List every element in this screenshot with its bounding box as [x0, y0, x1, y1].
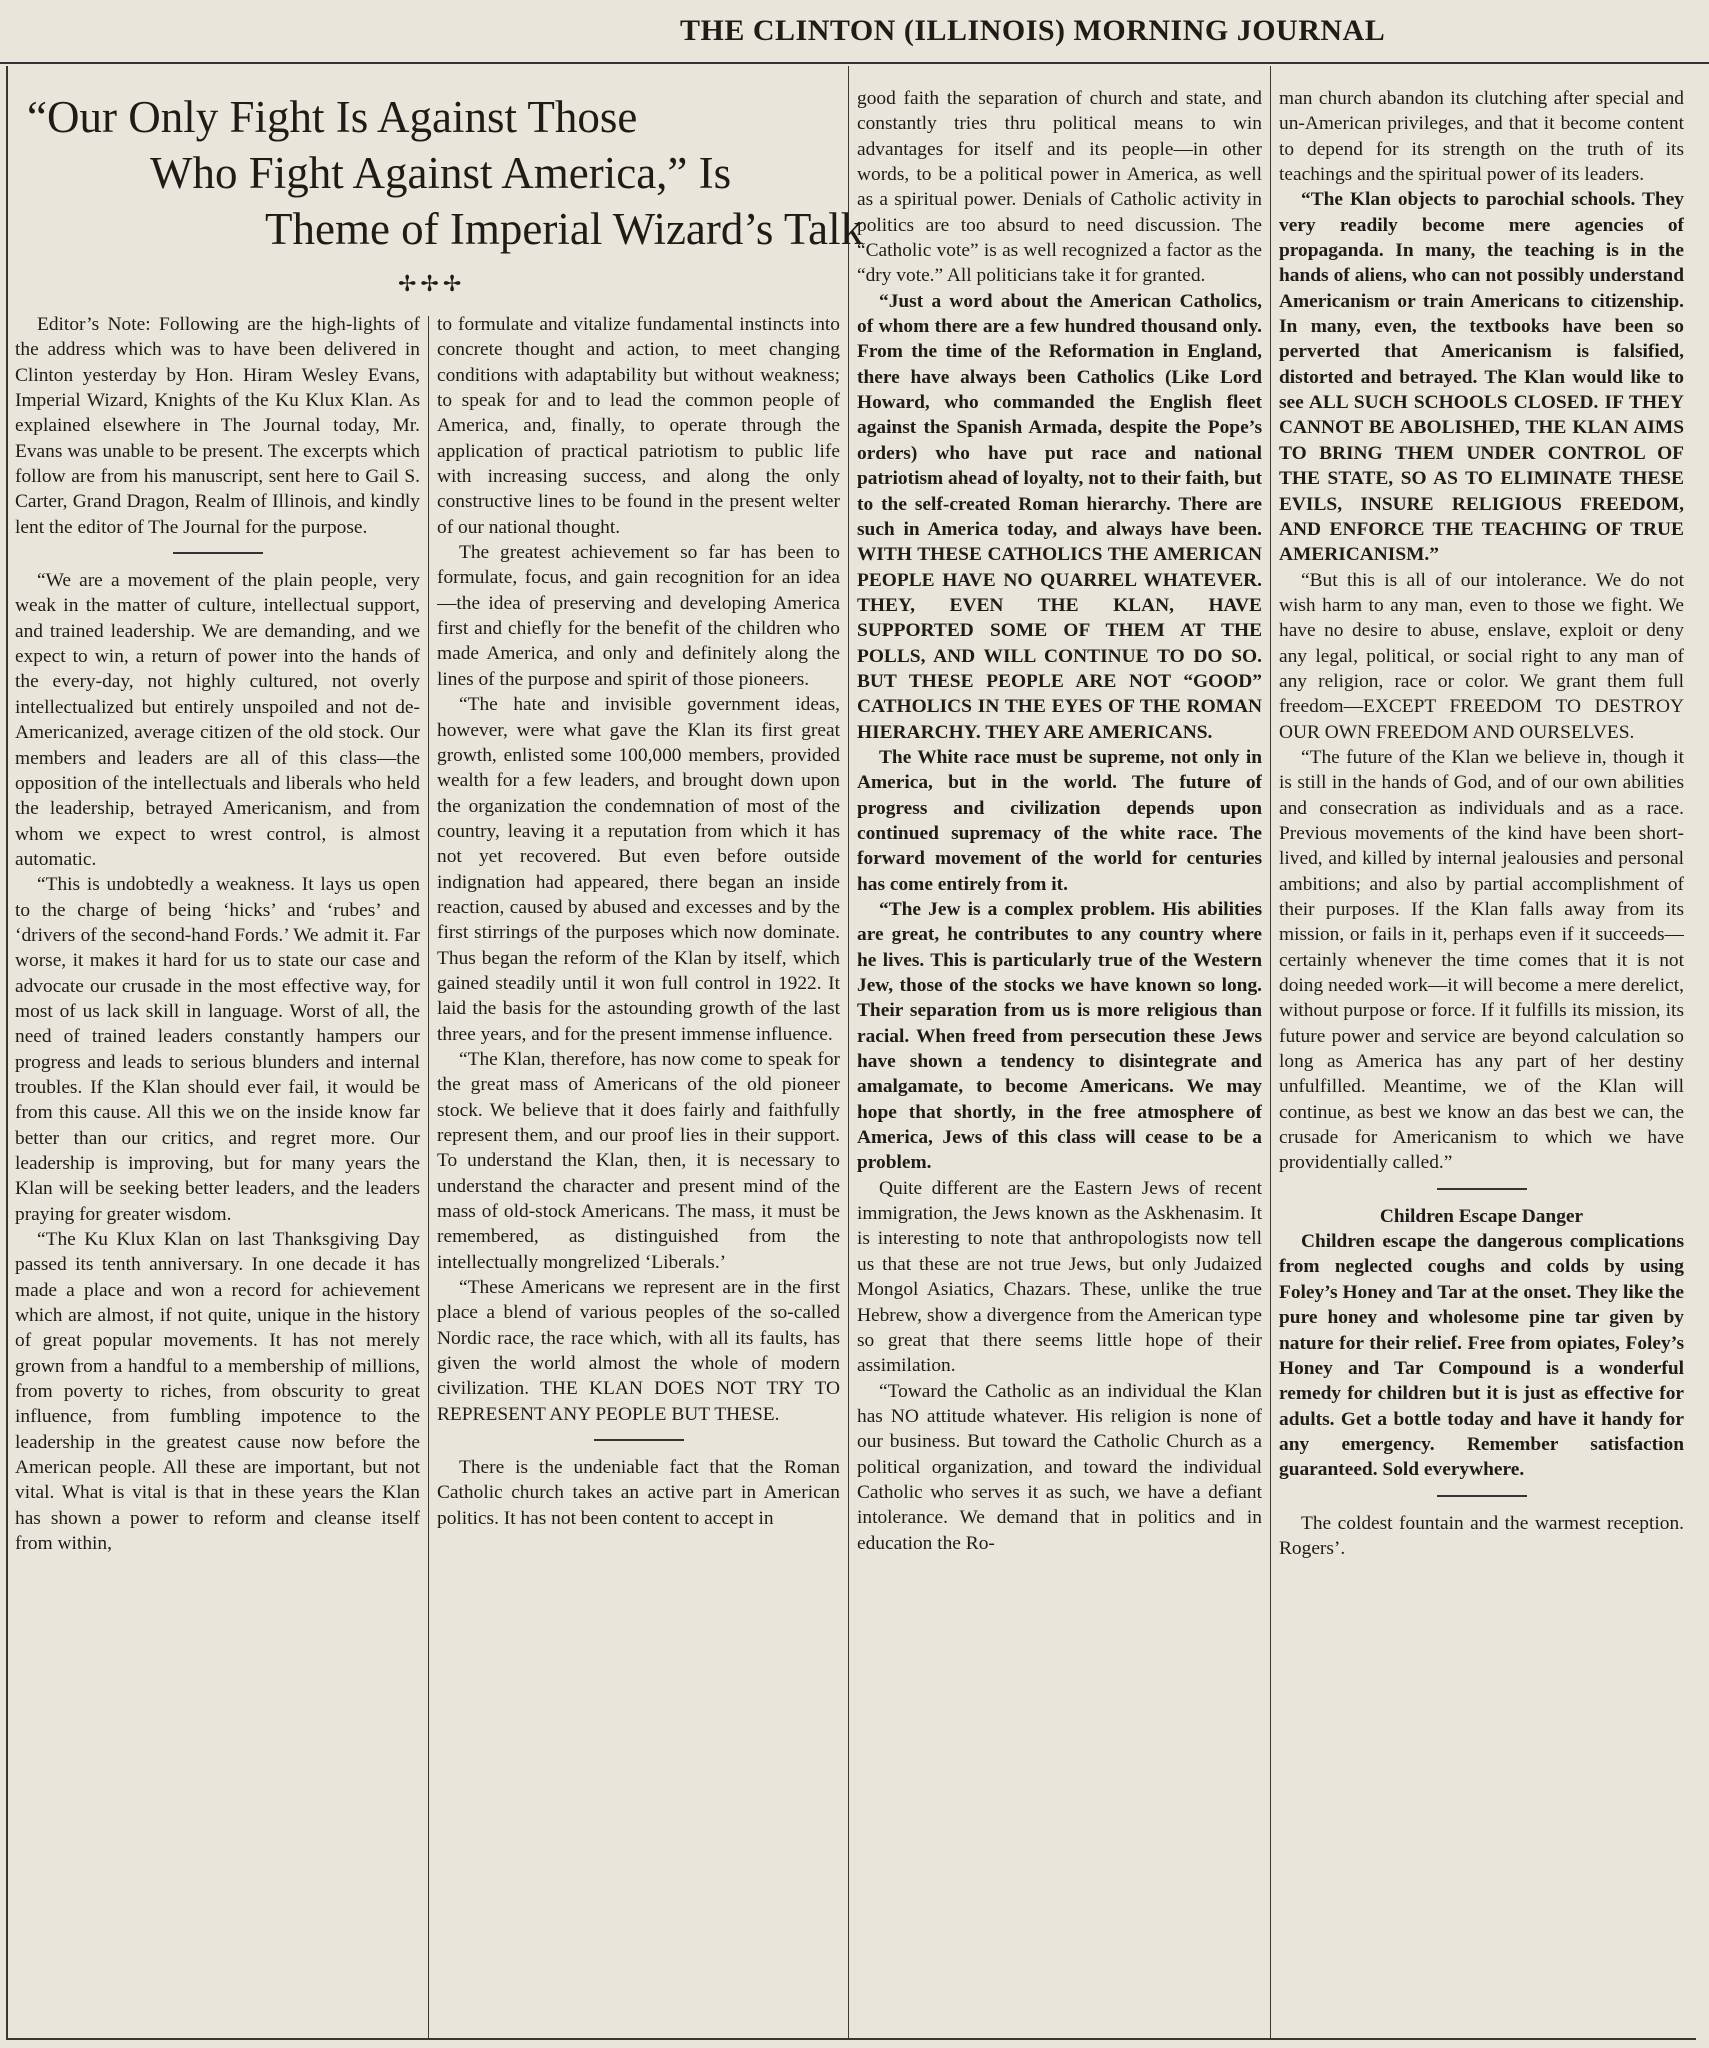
- column-rule: [428, 316, 429, 2038]
- paragraph: “But this is all of our intolerance. We do not wish harm to any man, even to those we fight. We have no desire to abuse, enslave, exploit or deny any legal, political, or social right to any man of any religion, race or color. We grant them full freedom—EXCEPT FREEDOM TO DESTROY OUR OWN FREEDOM AND OURSELVES.: [1279, 569, 1684, 743]
- advertisement: [1279, 1204, 1684, 1483]
- paragraph: man church abandon its clutching after special and un-American privileges, and that it become content to depend for its strength on the truth of its teachings and the spiritual power of its leaders.: [1279, 88, 1684, 186]
- bottom-rule: [6, 2038, 1696, 2040]
- rogers-notice: The coldest fountain and the warmest reception. Rogers’.: [1279, 1512, 1684, 1559]
- masthead-title: THE CLINTON (ILLINOIS) MORNING JOURNAL: [680, 14, 1386, 47]
- paragraph: “These Americans we represent are in the first place a blend of various peoples of the so-called Nordic race, the race which, with all its faults, has given the world almost the whole of modern civilization. THE KLAN DOES NOT TRY TO REPRESENT ANY PEOPLE BUT THESE.: [437, 1277, 840, 1425]
- column-4: [1279, 86, 1684, 2032]
- paragraph: “Toward the Catholic as an individual the Klan has NO attitude whatever. His religion is none of our business. But toward the Catholic Church as a political organization, and toward the individual Catholic who serves it as such, we have a defiant intolerance. We demand that in politics and in education the Ro-: [857, 1380, 1262, 1554]
- headline-line-1: “Our Only Fight Is Against Those: [27, 92, 638, 142]
- column-3: [857, 86, 1262, 2032]
- headline-line-2: Who Fight Against America,” Is: [150, 148, 732, 198]
- separator: [594, 1439, 684, 1441]
- paragraph: to formulate and vitalize fundamental instincts into concrete thought and action, to meet changing conditions with adaptability but without weakness; to speak for and to lead the common people of America, and, finally, to operate through the application of practical patriotism to public life with increasing success, and along the only constructive lines to be found in the present welter of our national thought.: [437, 314, 840, 538]
- column-2: [437, 312, 840, 2032]
- headline-line-3: Theme of Imperial Wizard’s Talk: [265, 204, 864, 254]
- paragraph: There is the undeniable fact that the Roman Catholic church takes an active part in American politics. It has not been content to accept in: [437, 1457, 840, 1529]
- editors-note: Editor’s Note: Following are the high-lights of the address which was to have been delivered in Clinton yesterday by Hon. Hiram Wesley Evans, Imperial Wizard, Knights of the Ku Klux Klan. As explained elsewhere in The Journal today, Mr. Evans was unable to be present. The excerpts which follow are from his manuscript, sent here to Gail S. Carter, Grand Dragon, Realm of Illinois, and kindly lent the editor of The Journal for the purpose.: [15, 314, 420, 538]
- paragraph: “The Jew is a complex problem. His abilities are great, he contributes to any country where he lives. This is particularly true of the Western Jew, those of the stocks we have known so long. Their separation from us is more religious than racial. When freed from persecution these Jews have shown a tendency to disintegrate and amalgamate, to become Americans. We may hope that shortly, in the free atmosphere of America, Jews of this class will cease to be a problem.: [857, 899, 1262, 1174]
- separator: [173, 552, 263, 554]
- separator: [1437, 1188, 1527, 1190]
- column-rule: [1270, 66, 1271, 2038]
- paragraph: good faith the separation of church and state, and constantly tries thru political means to win advantages for itself and its people—in other words, to be a political power in America, as well as a spiritual power. Denials of Catholic activity in politics are too absurd to need discussion. The “Catholic vote” is as well recognized a factor as the “dry vote.” All politicians take it for granted.: [857, 88, 1262, 287]
- paragraph: “We are a movement of the plain people, very weak in the matter of culture, intellectual support, and trained leadership. We are demanding, and we expect to win, a return of power into the hands of the every-day, not highly cultured, not overly intellectualized but entirely unspoiled and not de-Americanized, average citizen of the old stock. Our members and leaders are all of this class—the opposition of the intellectuals and liberals who held the leadership, betrayed Americanism, and from whom we expect to wrest control, is almost automatic.: [15, 570, 420, 870]
- column-rule: [848, 66, 849, 2038]
- paragraph: “The Klan, therefore, has now come to speak for the great mass of Americans of the old pioneer stock. We believe that it does fairly and faithfully represent them, and our proof lies in their support. To understand the Klan, then, it is necessary to understand the character and present mind of the mass of old-stock Americans. The mass, it must be remembered, as distinguished from the intellectually mongrelized ‘Liberals.’: [437, 1048, 840, 1273]
- paragraph: Quite different are the Eastern Jews of recent immigration, the Jews known as the Askhenasim. It is interesting to note that anthropologists now tell us that these are not true Jews, but only Judaized Mongol Asiatics, Chazars. These, unlike the true Hebrew, show a divergence from the American type so great that there seems little hope of their assimilation.: [857, 1177, 1262, 1377]
- paragraph: “Just a word about the American Catholics, of whom there are a few hundred thousand only. From the time of the Reformation in England, there have always been Catholics (Like Lord Howard, who commanded the English fleet against the Spanish Armada, despite the Pope’s orders) who have put race and national patriotism ahead of loyalty, not to their faith, but to the self-created Roman hierarchy. There are such in America today, and always have been. WITH THESE CATHOLICS THE AMERICAN PEOPLE HAVE NO QUARREL WHATEVER. THEY, EVEN THE KLAN, HAVE SUPPORTED SOME OF THEM AT THE POLLS, AND WILL CONTINUE TO DO SO. BUT THESE PEOPLE ARE NOT “GOOD” CATHOLICS IN THE EYES OF THE ROMAN HIERARCHY. THEY ARE AMERICANS.: [857, 290, 1262, 743]
- paragraph: The White race must be supreme, not only in America, but in the world. The future of progress and civilization depends upon continued supremacy of the white race. The forward movement of the world for centuries has come entirely from it.: [857, 746, 1262, 895]
- paragraph: “The future of the Klan we believe in, though it is still in the hands of God, and of our own abilities and consecration as individuals and as a race. Previous movements of the kind have been short-lived, and killed by internal jealousies and personal ambitions; and also by partial accomplishment of their purposes. If the Klan falls away from its mission, or fails in it, perhaps even if it succeeds—certainly whenever the time comes that it is not doing needed work—it will become a mere derelict, without purpose or force. If it fulfills its mission, its future power and service are beyond calculation so long as America has any part of her destiny unfulfilled. Meantime, we of the Klan will continue, as best we know an das best we can, the crusade for Americanism to which we have providentially called.”: [1279, 746, 1684, 1174]
- separator: [1437, 1495, 1527, 1497]
- paragraph: “This is undobtedly a weakness. It lays us open to the charge of being ‘hicks’ and ‘rubes’ and ‘drivers of the second-hand Fords.’ We admit it. Far worse, it makes it hard for us to state our case and advocate our crusade in the most effective way, for most of us lack skill in language. Worst of all, the need of trained leaders constantly hampers our progress and leads to serious blunders and internal troubles. If the Klan should ever fail, it would be from this cause. All this we on the inside know far better than our critics, and regret more. Our leadership is improving, but for many years the Klan will be seeking better leaders, and the leaders praying for greater wisdom.: [15, 874, 420, 1225]
- paragraph: The greatest achievement so far has been to formulate, focus, and gain recognition for an idea—the idea of preserving and developing America first and chiefly for the benefit of the children who made America, and only and definitely along the lines of the purpose and spirit of those pioneers.: [437, 542, 840, 690]
- column-1: [15, 312, 420, 2032]
- paragraph: “The Klan objects to parochial schools. They very readily become mere agencies of propaganda. In many, the teaching is in the hands of aliens, who can not possibly understand Americanism or train Americans to citizenship. In many, even, the textbooks have been so perverted that Americanism is falsified, distorted and betrayed. The Klan would like to see ALL SUCH SCHOOLS CLOSED. IF THEY CANNOT BE ABOLISHED, THE KLAN AIMS TO BRING THEM UNDER CONTROL OF THE STATE, SO AS TO ELIMINATE THESE EVILS, INSURE RELIGIOUS FREEDOM, AND ENFORCE THE TEACHING OF TRUE AMERICANISM.”: [1279, 189, 1684, 566]
- ad-title: Children Escape Danger: [1379, 1205, 1584, 1227]
- masthead: [0, 0, 1709, 64]
- paragraph: “The Ku Klux Klan on last Thanksgiving Day passed its tenth anniversary. In one decade it has made a place and won a record for achievement which are almost, if not quite, unique in the history of great popular movements. It has not merely grown from a handful to a membership of millions, from poverty to riches, from obscurity to great influence, from fumbling impotence to the leadership in the greatest cause now before the American people. All these are important, but not vital. What is vital is that in these years the Klan has shown a power to reform and cleanse itself from within,: [15, 1229, 420, 1555]
- headline: [15, 90, 864, 260]
- paragraph: “The hate and invisible government ideas, however, were what gave the Klan its first great growth, enlisted some 100,000 members, provided wealth for a few leaders, and brought down upon the organization the condemnation of most of the country, leaving it a reputation from which it has not yet recovered. But even before outside indignation had appeared, there began an inside reaction, caused by abused and excesses and by the first stirrings of the purposes which now dominate. Thus began the reform of the Klan by itself, which gained steadily until it won full control in 1922. It laid the basis for the astounding growth of the last three years, and for the present immense influence.: [437, 694, 840, 1045]
- ad-body: Children escape the dangerous complications from neglected coughs and colds by using Foley’s Honey and Tar at the onset. They like the pure honey and wholesome pine tar given by nature for their relief. Free from opiates, Foley’s Honey and Tar Compound is a wonderful remedy for children but it is just as effective for adults. Get a bottle today and have it handy for any emergency. Remember satisfaction guaranteed. Sold everywhere.: [1279, 1231, 1684, 1481]
- ornament: ✢✢✢: [398, 272, 466, 297]
- column-rule: [6, 66, 8, 2038]
